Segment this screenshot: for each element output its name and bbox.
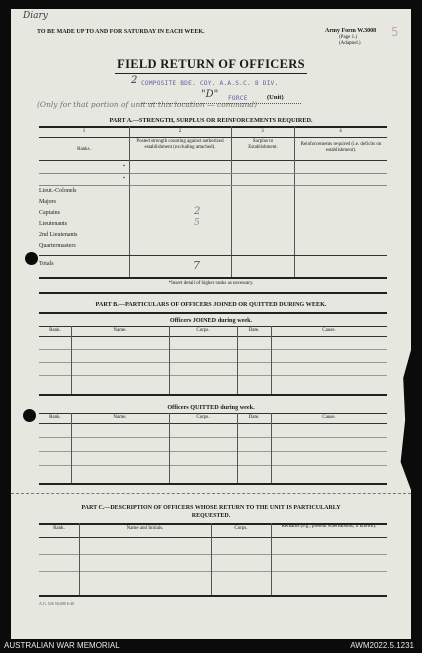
col-number-2: 2 (178, 129, 182, 134)
rank-lieutenants: Lieutenants (39, 221, 67, 227)
unit-label: (Unit) (267, 94, 284, 101)
part-c-col-corps: Corps. (234, 526, 248, 531)
rank-captains: Captains (39, 210, 60, 216)
part-a-heading: PART A.—STRENGTH, SURPLUS OR REINFORCEMENTS REQUIRED. (109, 117, 313, 124)
joined-col-name: Name. (113, 328, 127, 333)
form-number: Army Form W.3008 (325, 28, 377, 34)
corner-pencil-mark: 5 (391, 25, 399, 39)
col-number-3: 3 (261, 129, 264, 134)
rank-lieut-colonels: Lieut.-Colonels (39, 188, 77, 194)
lieutenants-value: 5 (194, 218, 200, 228)
part-b-heading: PART B.—PARTICULARS OF OFFICERS JOINED OR QUITTED DURING WEEK. (95, 301, 327, 308)
unit-stamp: COMPOSITE BDE. COY. A.A.S.C. 8 DIV. (141, 80, 279, 87)
joined-col-cause: Cause. (322, 328, 336, 333)
rank-2nd-lieutenants: 2nd Lieutenants (39, 232, 78, 238)
printer-mark: A.G. 526 50,000 6-40 (39, 601, 75, 606)
quitted-title: Officers QUITTED during week. (167, 404, 255, 411)
footer-left-caption: AUSTRALIAN WAR MEMORIAL (4, 641, 120, 650)
rank-majors: Majors (39, 199, 56, 205)
footer-right-caption: AWM2022.5.1231 (350, 641, 414, 650)
quitted-col-name: Name. (113, 415, 127, 420)
force-handwritten: "D" (201, 89, 219, 100)
asterisk-2: * (122, 177, 126, 182)
col-header-ranks: Ranks. (77, 147, 91, 152)
col-header-posted: Posted strength counting against authorized establishment (excluding attached). (136, 139, 224, 150)
col-number-1: 1 (82, 129, 86, 134)
joined-title: Officers JOINED during week. (169, 317, 253, 324)
joined-col-rank: Rank. (49, 328, 61, 333)
totals-value: 7 (193, 259, 200, 272)
handwritten-note: (Only for that portion of unit at this location — command) (37, 100, 258, 109)
quitted-col-date: Date. (248, 415, 260, 420)
col-header-surplus: Surplus to Establishment. (248, 139, 278, 150)
quitted-col-cause: Cause. (322, 415, 336, 420)
rank-quartermasters: Quartermasters (39, 243, 76, 249)
form-title: FIELD RETURN OF OFFICERS (117, 57, 305, 71)
asterisk-1: * (122, 165, 126, 170)
force-stamp: FORCE (228, 95, 248, 102)
part-c-col-rank: Rank. (53, 526, 65, 531)
quitted-col-corps: Corps. (196, 415, 210, 420)
form-sheet (11, 9, 411, 639)
captains-value: 2 (194, 206, 201, 217)
form-page: (Page 1.) (339, 35, 358, 40)
unit-handwritten-number: 2 (131, 75, 138, 86)
quitted-col-rank: Rank. (49, 415, 61, 420)
col-number-4: 4 (339, 129, 342, 134)
punch-hole-bottom (23, 409, 36, 422)
totals-label: Totals (39, 261, 54, 267)
joined-col-date: Date. (248, 328, 260, 333)
part-c-col-name: Name and Initials. (126, 526, 164, 531)
form-adapted: (Adapted.) (339, 41, 361, 46)
part-c-col-remarks: Remarks (e.g., present whereabouts, if known). (281, 524, 377, 529)
part-c-heading-line1: PART C.—DESCRIPTION OF OFFICERS WHOSE RETURN TO THE UNIT IS PARTICULARLY (81, 505, 341, 511)
header-instruction: TO BE MADE UP TO AND FOR SATURDAY IN EACH WEEK. (37, 29, 205, 35)
part-c-heading-line2: REQUESTED. (191, 513, 231, 519)
joined-col-corps: Corps. (196, 328, 210, 333)
col-header-reinforcements: Reinforcements required (i.e. deficits on establishment). (300, 142, 382, 153)
part-a-footnote: *Insert detail of higher ranks as necessary. (168, 281, 254, 286)
diary-handwritten-note: Diary (23, 11, 48, 21)
punch-hole-top (25, 252, 38, 265)
